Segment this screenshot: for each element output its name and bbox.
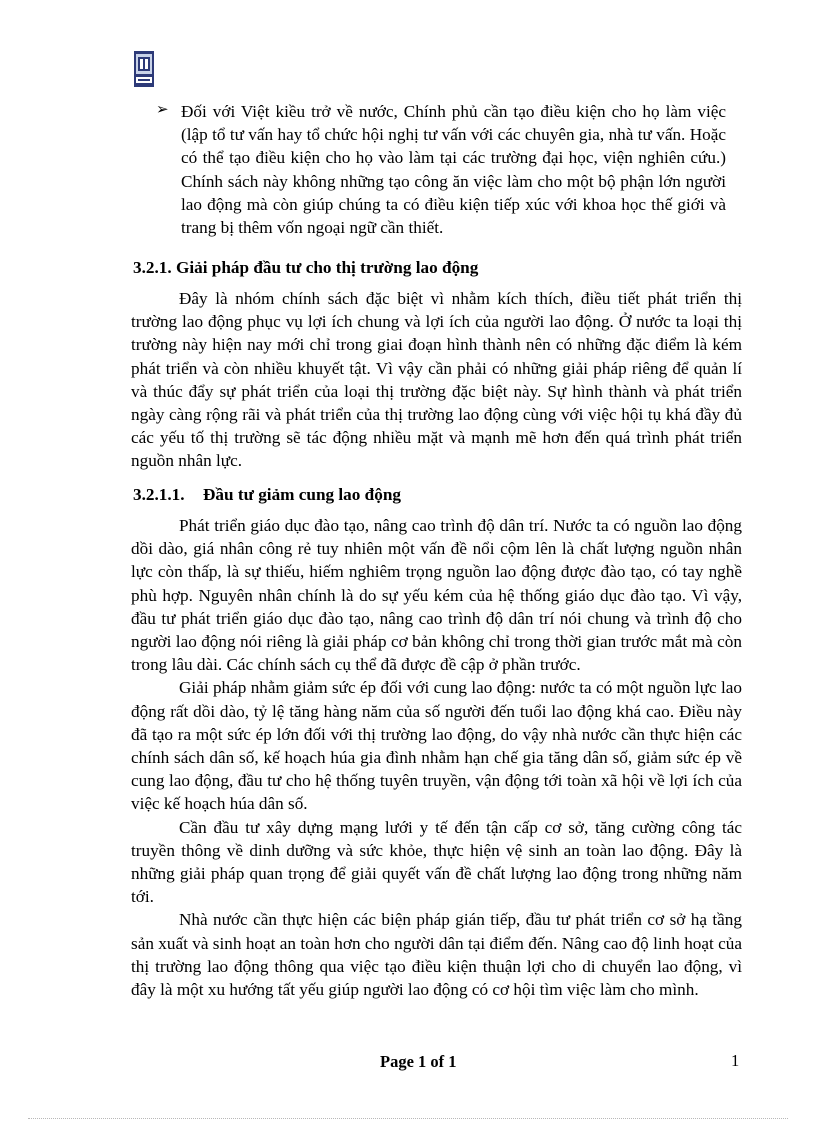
- paragraph: Phát triển giáo dục đào tạo, nâng cao trình độ dân trí. Nước ta có nguồn lao động dồi dào, giá nhân công rẻ tuy nhiên một vấn đề nổi cộm lên là chất lượng nguồn nhân lực còn thấp, là sự thiếu, hiếm nghiêm trọng nguồn lao động được đào tạo, có tay nghề phù hợp. Nguyên nhân chính là do sự yếu kém của hệ thống giáo dục đào tạo. Vì vậy, đầu tư phát triển giáo dục đào tạo, nâng cao trình độ dân trí nói chung và trình độ cho người lao động nói riêng là giải pháp cơ bản không chỉ trong thời gian trước mắt mà còn trong lâu dài. Các chính sách cụ thể đã được đề cập ở phần trước.: [131, 516, 742, 675]
- document-logo-icon: [134, 51, 154, 87]
- bullet-text: Đối với Việt kiều trở về nước, Chính phủ cần tạo điều kiện cho họ làm việc (lập tổ tư vấn hay tổ chức hội nghị tư vấn với các chuyên gia, nhà tư vấn. Hoặc có thể tạo điều kiện cho họ vào làm tại các trường đại học, viện nghiên cứu.) Chính sách này không những tạo công ăn việc làm cho một bộ phận lớn người lao động mà còn giúp chúng ta có điều kiện tiếp xúc với khoa học thế giới và trang bị thêm vốn ngoại ngữ cần thiết.: [181, 102, 726, 238]
- subsection-heading: [133, 485, 401, 505]
- page-label: Page 1 of 1: [380, 1052, 457, 1071]
- paragraph: Cần đầu tư xây dựng mạng lưới y tế đến tận cấp cơ sở, tăng cường công tác truyền thông về dinh dưỡng và sức khỏe, thực hiện vệ sinh an toàn lao động. Đây là những giải pháp quan trọng để giải quyết vấn đề chất lượng lao động trong những năm tới.: [131, 817, 742, 907]
- subsection-number: 3.2.1.1.: [133, 485, 185, 504]
- section-heading: 3.2.1. Giải pháp đầu tư cho thị trường lao động: [133, 258, 479, 277]
- paragraph: Nhà nước cần thực hiện các biện pháp gián tiếp, đầu tư phát triển cơ sở hạ tầng sản xuất và sinh hoạt an toàn hơn cho người dân tại điểm đến. Nâng cao độ linh hoạt của thị trường lao động thông qua việc tạo điều kiện thuận lợi cho di chuyển lao động, vì đây là một xu hướng tất yếu giúp người lao động có cơ hội tìm việc làm cho mình.: [131, 910, 742, 1000]
- paragraph: Giải pháp nhằm giảm sức ép đối với cung lao động: nước ta có một nguồn lực lao động rất dồi dào, tỷ lệ tăng hàng năm của số người đến tuổi lao động khá cao. Điều này đã tạo ra một sức ép lớn đối với thị trường lao động, do vậy nhà nước cần thực hiện các chính sách dân số, kế hoạch húa gia đình nhằm hạn chế gia tăng dân số, giảm sức ép về cung lao động, đầu tư cho hệ thống tuyên truyền, vận động tới toàn xã hội về lợi ích của việc kế hoạch húa dân số.: [131, 678, 742, 814]
- subsection-body: [131, 514, 742, 1001]
- subsection-title: Đầu tư giảm cung lao động: [203, 485, 401, 504]
- page-number: 1: [731, 1051, 740, 1070]
- bullet-arrow-icon: ➢: [156, 102, 169, 118]
- page-divider: [28, 1118, 788, 1119]
- section-body: [131, 287, 742, 473]
- bullet-item: [156, 100, 726, 239]
- paragraph: Đây là nhóm chính sách đặc biệt vì nhằm kích thích, điều tiết phát triển thị trường lao động phục vụ lợi ích chung và lợi ích của người lao động. Ở nước ta loại thị trường này hiện nay mới chỉ trong giai đoạn hình thành nên có những đặc điểm là kém phát triển và còn nhiều khuyết tật. Vì vậy cần phải có những giải pháp riêng để quản lí và thúc đẩy sự phát triển của loại thị trường đặc biệt này. Sự hình thành và phát triển ngày càng rộng rãi và phát triển của thị trường lao động cùng với việc hội tụ khá đầy đủ các yếu tố thị trường sẽ tác động nhiều mặt và mạnh mẽ hơn đến quá trình phát triển nguồn nhân lực.: [131, 289, 742, 471]
